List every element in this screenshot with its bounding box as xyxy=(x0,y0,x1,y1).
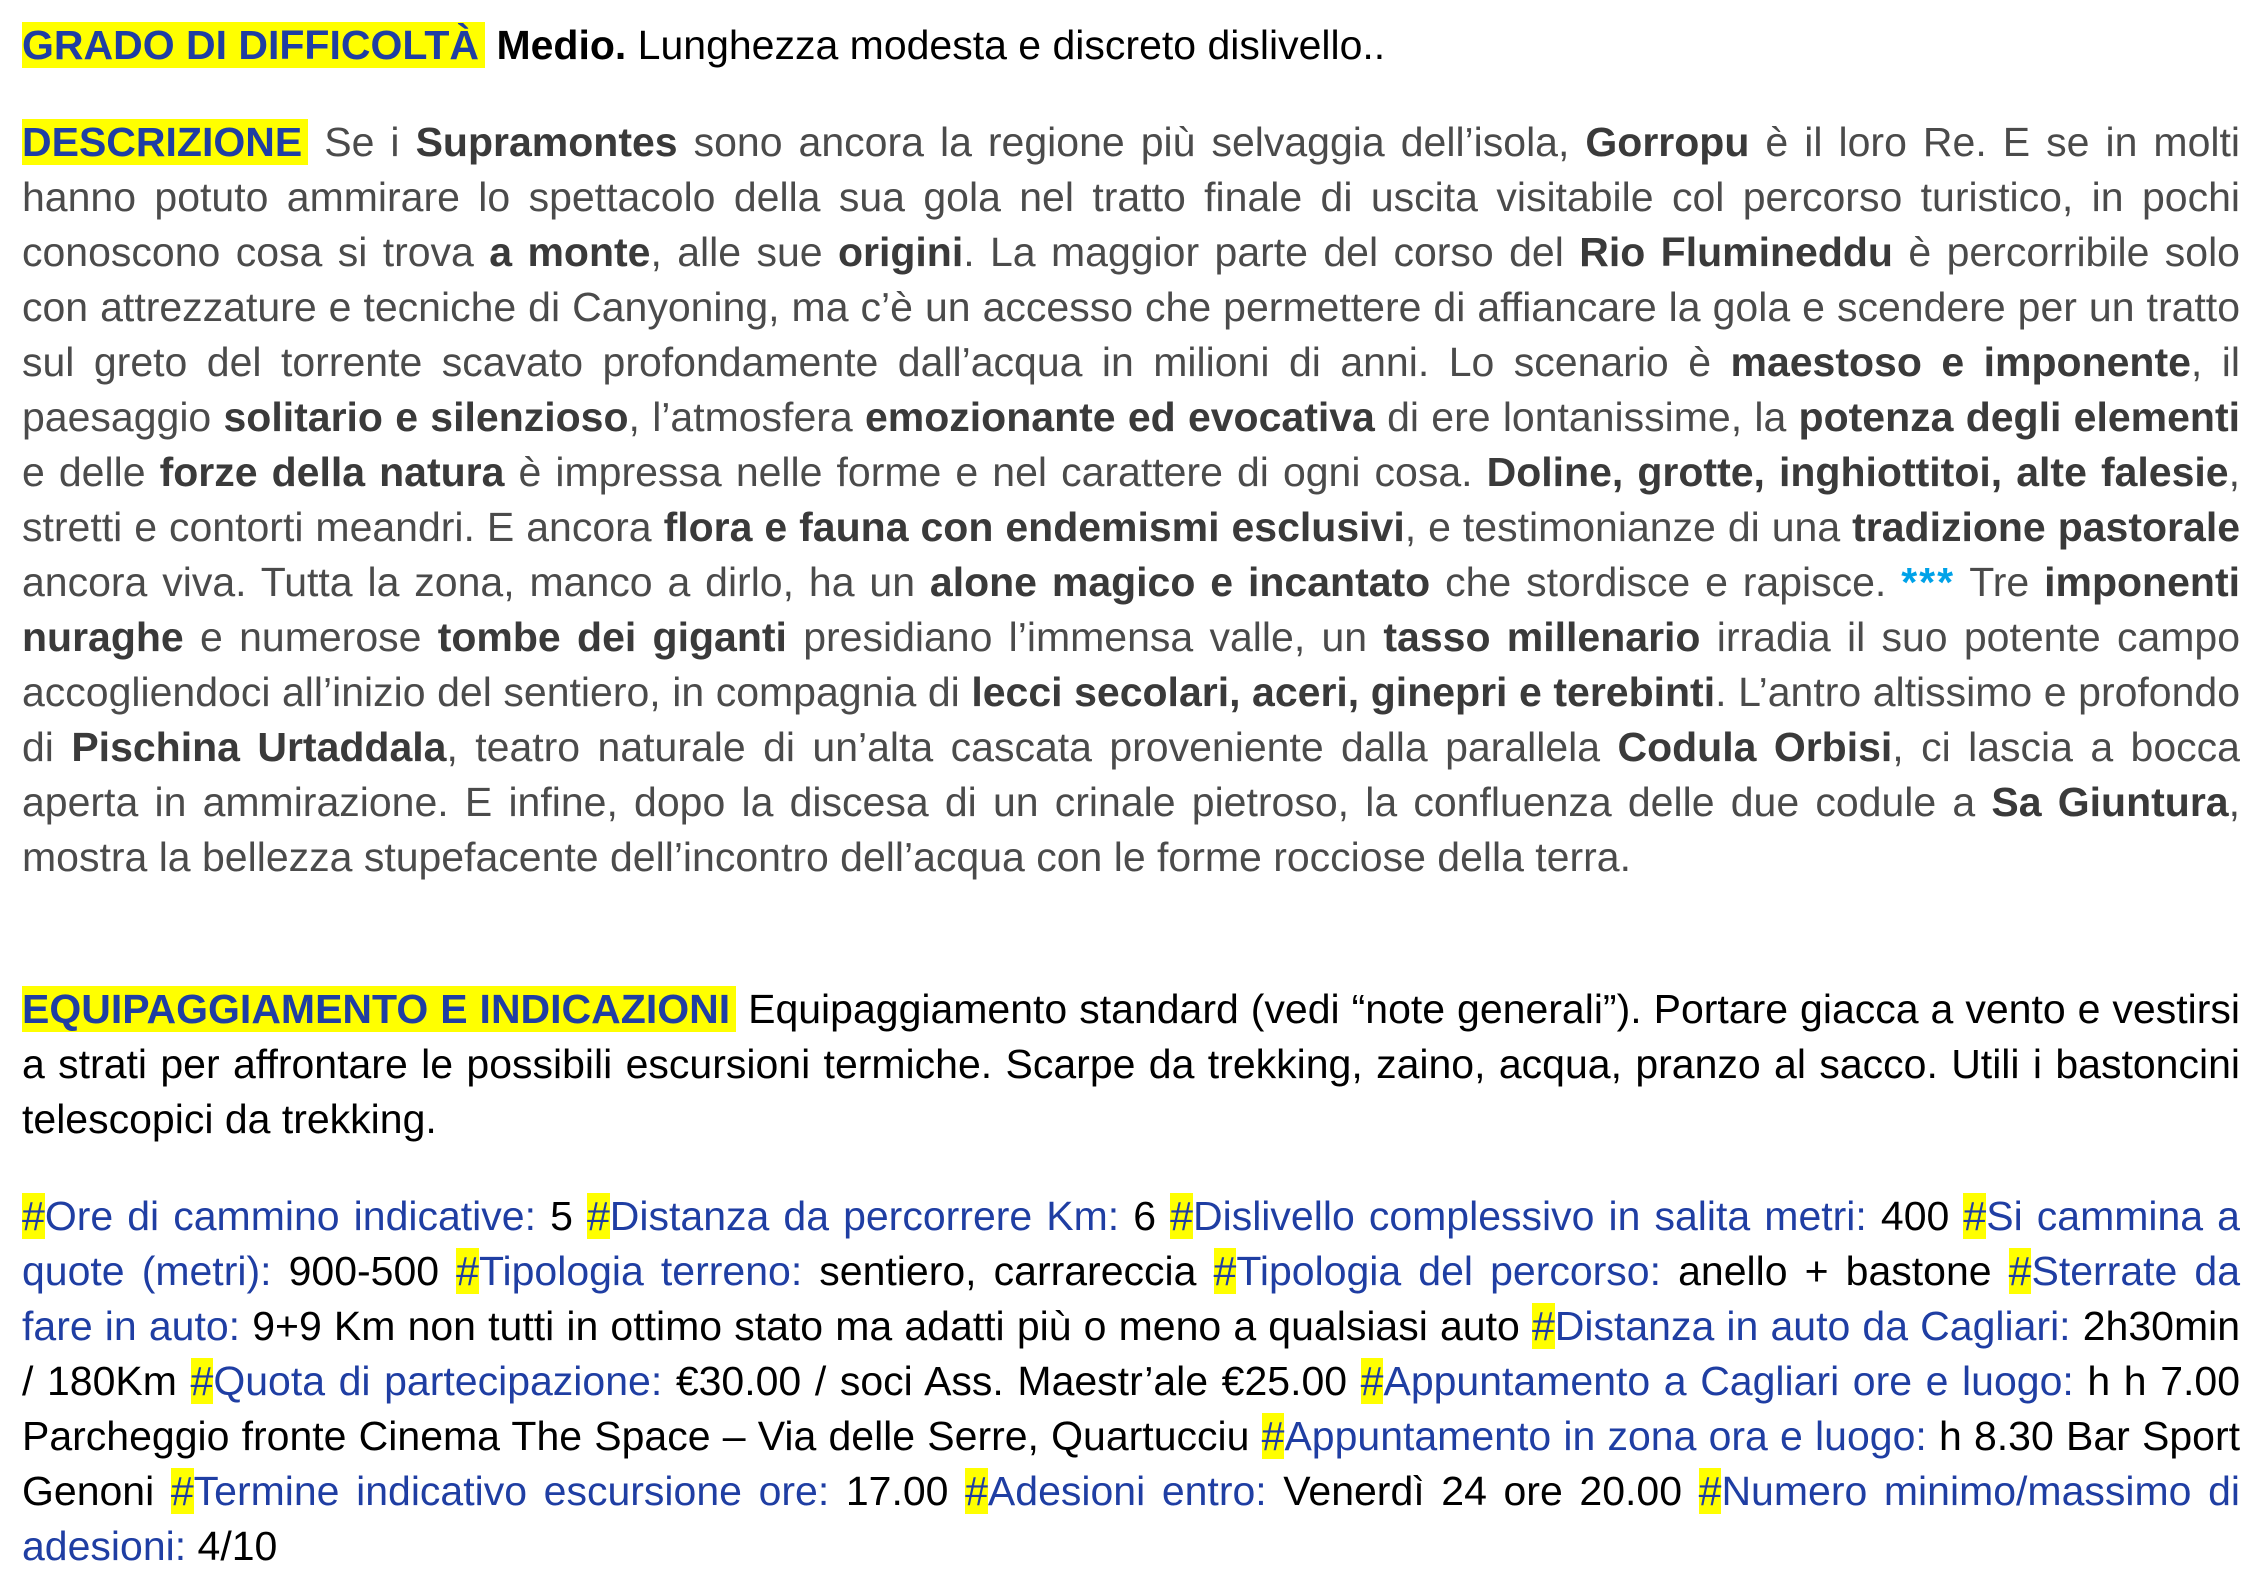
description-heading: DESCRIZIONE xyxy=(22,119,308,165)
description-text: è impressa nelle forme e nel carattere di ogni cosa. xyxy=(504,449,1487,495)
detail-value: 4/10 xyxy=(186,1523,278,1569)
description-text: , il paesaggio xyxy=(22,339,2240,440)
description-emphasis: Codula Orbisi xyxy=(1617,724,1893,770)
description-emphasis: forze della natura xyxy=(159,449,505,495)
trip-details-paragraph xyxy=(22,1189,2240,1574)
description-emphasis: Supramontes xyxy=(415,119,678,165)
description-text: è il loro Re. E se in molti hanno potuto ammirare lo spettacolo della sua gola nel tratto finale di uscita visitabile col percorso turistico, in pochi conoscono cosa si trova xyxy=(22,119,2240,275)
stars-separator: *** xyxy=(1901,559,1956,605)
description-emphasis: tradizione pastorale xyxy=(1852,504,2241,550)
description-emphasis: imponenti nuraghe xyxy=(22,559,2240,660)
description-emphasis: flora e fauna con endemismi esclusivi xyxy=(663,504,1405,550)
description-text: ancora viva. Tutta la zona, manco a dirlo, ha un xyxy=(22,559,930,605)
detail-value: 9+9 Km non tutti in ottimo stato ma adatti più o meno a qualsiasi auto xyxy=(240,1303,1532,1349)
description-paragraph xyxy=(22,115,2240,885)
description-text: . La maggior parte del corso del xyxy=(963,229,1580,275)
hash-marker: # xyxy=(1963,1193,1987,1239)
hash-marker: # xyxy=(1698,1468,1722,1514)
detail-value: 6 xyxy=(1119,1193,1171,1239)
detail-label: Adesioni entro: xyxy=(987,1468,1267,1514)
detail-label: Appuntamento in zona ora e luogo: xyxy=(1284,1413,1927,1459)
description-text: , e testimonianze di una xyxy=(1404,504,1853,550)
hash-marker: # xyxy=(2008,1248,2032,1294)
description-text: e numerose xyxy=(183,614,438,660)
description-text: Se i xyxy=(308,119,416,165)
description-text: di ere lontanissime, la xyxy=(1374,394,1799,440)
description-text: e delle xyxy=(22,449,160,495)
hash-marker: # xyxy=(456,1248,479,1294)
description-text: che stordisce e rapisce. xyxy=(1430,559,1902,605)
detail-value: sentiero, carrareccia xyxy=(802,1248,1214,1294)
detail-label: Dislivello complessivo in salita metri: xyxy=(1192,1193,1867,1239)
detail-label: Tipologia terreno: xyxy=(478,1248,803,1294)
detail-value: Venerdì 24 ore 20.00 xyxy=(1266,1468,1699,1514)
hash-marker: # xyxy=(190,1358,214,1404)
description-text: , l’atmosfera xyxy=(628,394,865,440)
description-emphasis: lecci secolari, aceri, ginepri e terebinti xyxy=(971,669,1716,715)
hash-marker: # xyxy=(965,1468,988,1514)
detail-value: 5 xyxy=(535,1193,587,1239)
detail-value: h h 7.00 Parcheggio fronte Cinema The Space – Via delle Serre, Quartucciu xyxy=(22,1358,2240,1459)
description-emphasis: a monte xyxy=(489,229,651,275)
difficulty-text: Lunghezza modesta e discreto dislivello.. xyxy=(626,22,1386,68)
description-emphasis: tasso millenario xyxy=(1383,614,1701,660)
detail-value: h 8.30 Bar Sport Genoni xyxy=(22,1413,2240,1514)
equipment-text: Equipaggiamento standard (vedi “note generali”). Portare giacca a vento e vestirsi a strati per affrontare le possibili escursioni termiche. Scarpe da trekking, zaino, acqua, pranzo al sacco. Utili i bastoncini telescopici da trekking. xyxy=(22,986,2240,1142)
description-emphasis: Rio Flumineddu xyxy=(1579,229,1893,275)
detail-label: Termine indicativo escursione ore: xyxy=(193,1468,830,1514)
detail-value: 2h30min / 180Km xyxy=(22,1303,2241,1404)
description-emphasis: Pischina Urtaddala xyxy=(71,724,447,770)
equipment-paragraph xyxy=(22,982,2240,1147)
detail-value: 400 xyxy=(1866,1193,1964,1239)
description-text: . L’antro altissimo e profondo di xyxy=(22,669,2240,770)
description-emphasis: origini xyxy=(837,229,964,275)
description-emphasis: tombe dei giganti xyxy=(437,614,787,660)
description-emphasis: Gorropu xyxy=(1585,119,1750,165)
detail-value: 900-500 xyxy=(271,1248,457,1294)
detail-label: Quota di partecipazione: xyxy=(213,1358,663,1404)
hash-marker: # xyxy=(170,1468,194,1514)
description-text: è percorribile solo con attrezzature e tecniche di Canyoning, ma c’è un accesso che permettere di affiancare la gola e scendere per un tratto sul greto del torrente scavato profondamente dall’acqua in milioni di anni. Lo scenario è xyxy=(22,229,2240,385)
detail-label: Sterrate da fare in auto: xyxy=(22,1248,2241,1349)
description-body xyxy=(22,119,2240,880)
description-text: irradia il suo potente campo accogliendoci all’inizio del sentiero, in compagnia di xyxy=(22,614,2241,715)
hash-marker: # xyxy=(1531,1303,1555,1349)
difficulty-level: Medio. xyxy=(496,22,627,68)
hash-marker: # xyxy=(22,1193,45,1239)
detail-label: Ore di cammino indicative: xyxy=(44,1193,536,1239)
description-emphasis: solitario e silenzioso xyxy=(223,394,629,440)
description-emphasis: maestoso e imponente xyxy=(1730,339,2191,385)
hash-marker: # xyxy=(1360,1358,1384,1404)
hash-marker: # xyxy=(586,1193,610,1239)
detail-value: 17.00 xyxy=(829,1468,966,1514)
difficulty-paragraph xyxy=(22,18,2240,73)
detail-label: Appuntamento a Cagliari ore e luogo: xyxy=(1383,1358,2074,1404)
description-emphasis: emozionante ed evocativa xyxy=(864,394,1375,440)
description-text: , stretti e contorti meandri. E ancora xyxy=(22,449,2240,550)
hash-marker: # xyxy=(1170,1193,1193,1239)
hash-marker: # xyxy=(1213,1248,1237,1294)
description-emphasis: Sa Giuntura xyxy=(1991,779,2229,825)
description-text: , mostra la bellezza stupefacente dell’incontro dell’acqua con le forme rocciose della terra. xyxy=(22,779,2240,880)
description-text: , teatro naturale di un’alta cascata proveniente dalla parallela xyxy=(446,724,1618,770)
description-text: presidiano l’immensa valle, un xyxy=(786,614,1384,660)
detail-label: Si cammina a quote (metri): xyxy=(22,1193,2240,1294)
description-text: , alle sue xyxy=(650,229,838,275)
document-page xyxy=(22,18,2240,1574)
description-emphasis: Doline, grotte, inghiottitoi, alte falesie xyxy=(1486,449,2229,495)
detail-label: Distanza da percorrere Km: xyxy=(609,1193,1120,1239)
description-text: Tre xyxy=(1955,559,2045,605)
description-text: , ci lascia a bocca aperta in ammirazione. E infine, dopo la discesa di un crinale pietroso, la confluenza delle due codule a xyxy=(22,724,2240,825)
description-text: sono ancora la regione più selvaggia dell’isola, xyxy=(677,119,1586,165)
description-emphasis: potenza degli elementi xyxy=(1798,394,2240,440)
hash-marker: # xyxy=(1261,1413,1285,1459)
description-emphasis: alone magico e incantato xyxy=(929,559,1431,605)
equipment-heading: EQUIPAGGIAMENTO E INDICAZIONI xyxy=(22,986,736,1032)
detail-label: Distanza in auto da Cagliari: xyxy=(1554,1303,2071,1349)
detail-label: Tipologia del percorso: xyxy=(1236,1248,1662,1294)
detail-value: anello + bastone xyxy=(1661,1248,2009,1294)
difficulty-heading: GRADO DI DIFFICOLTÀ xyxy=(22,22,485,68)
detail-label: Numero minimo/massimo di adesioni: xyxy=(22,1468,2240,1569)
detail-value: €30.00 / soci Ass. Maestr’ale €25.00 xyxy=(662,1358,1361,1404)
